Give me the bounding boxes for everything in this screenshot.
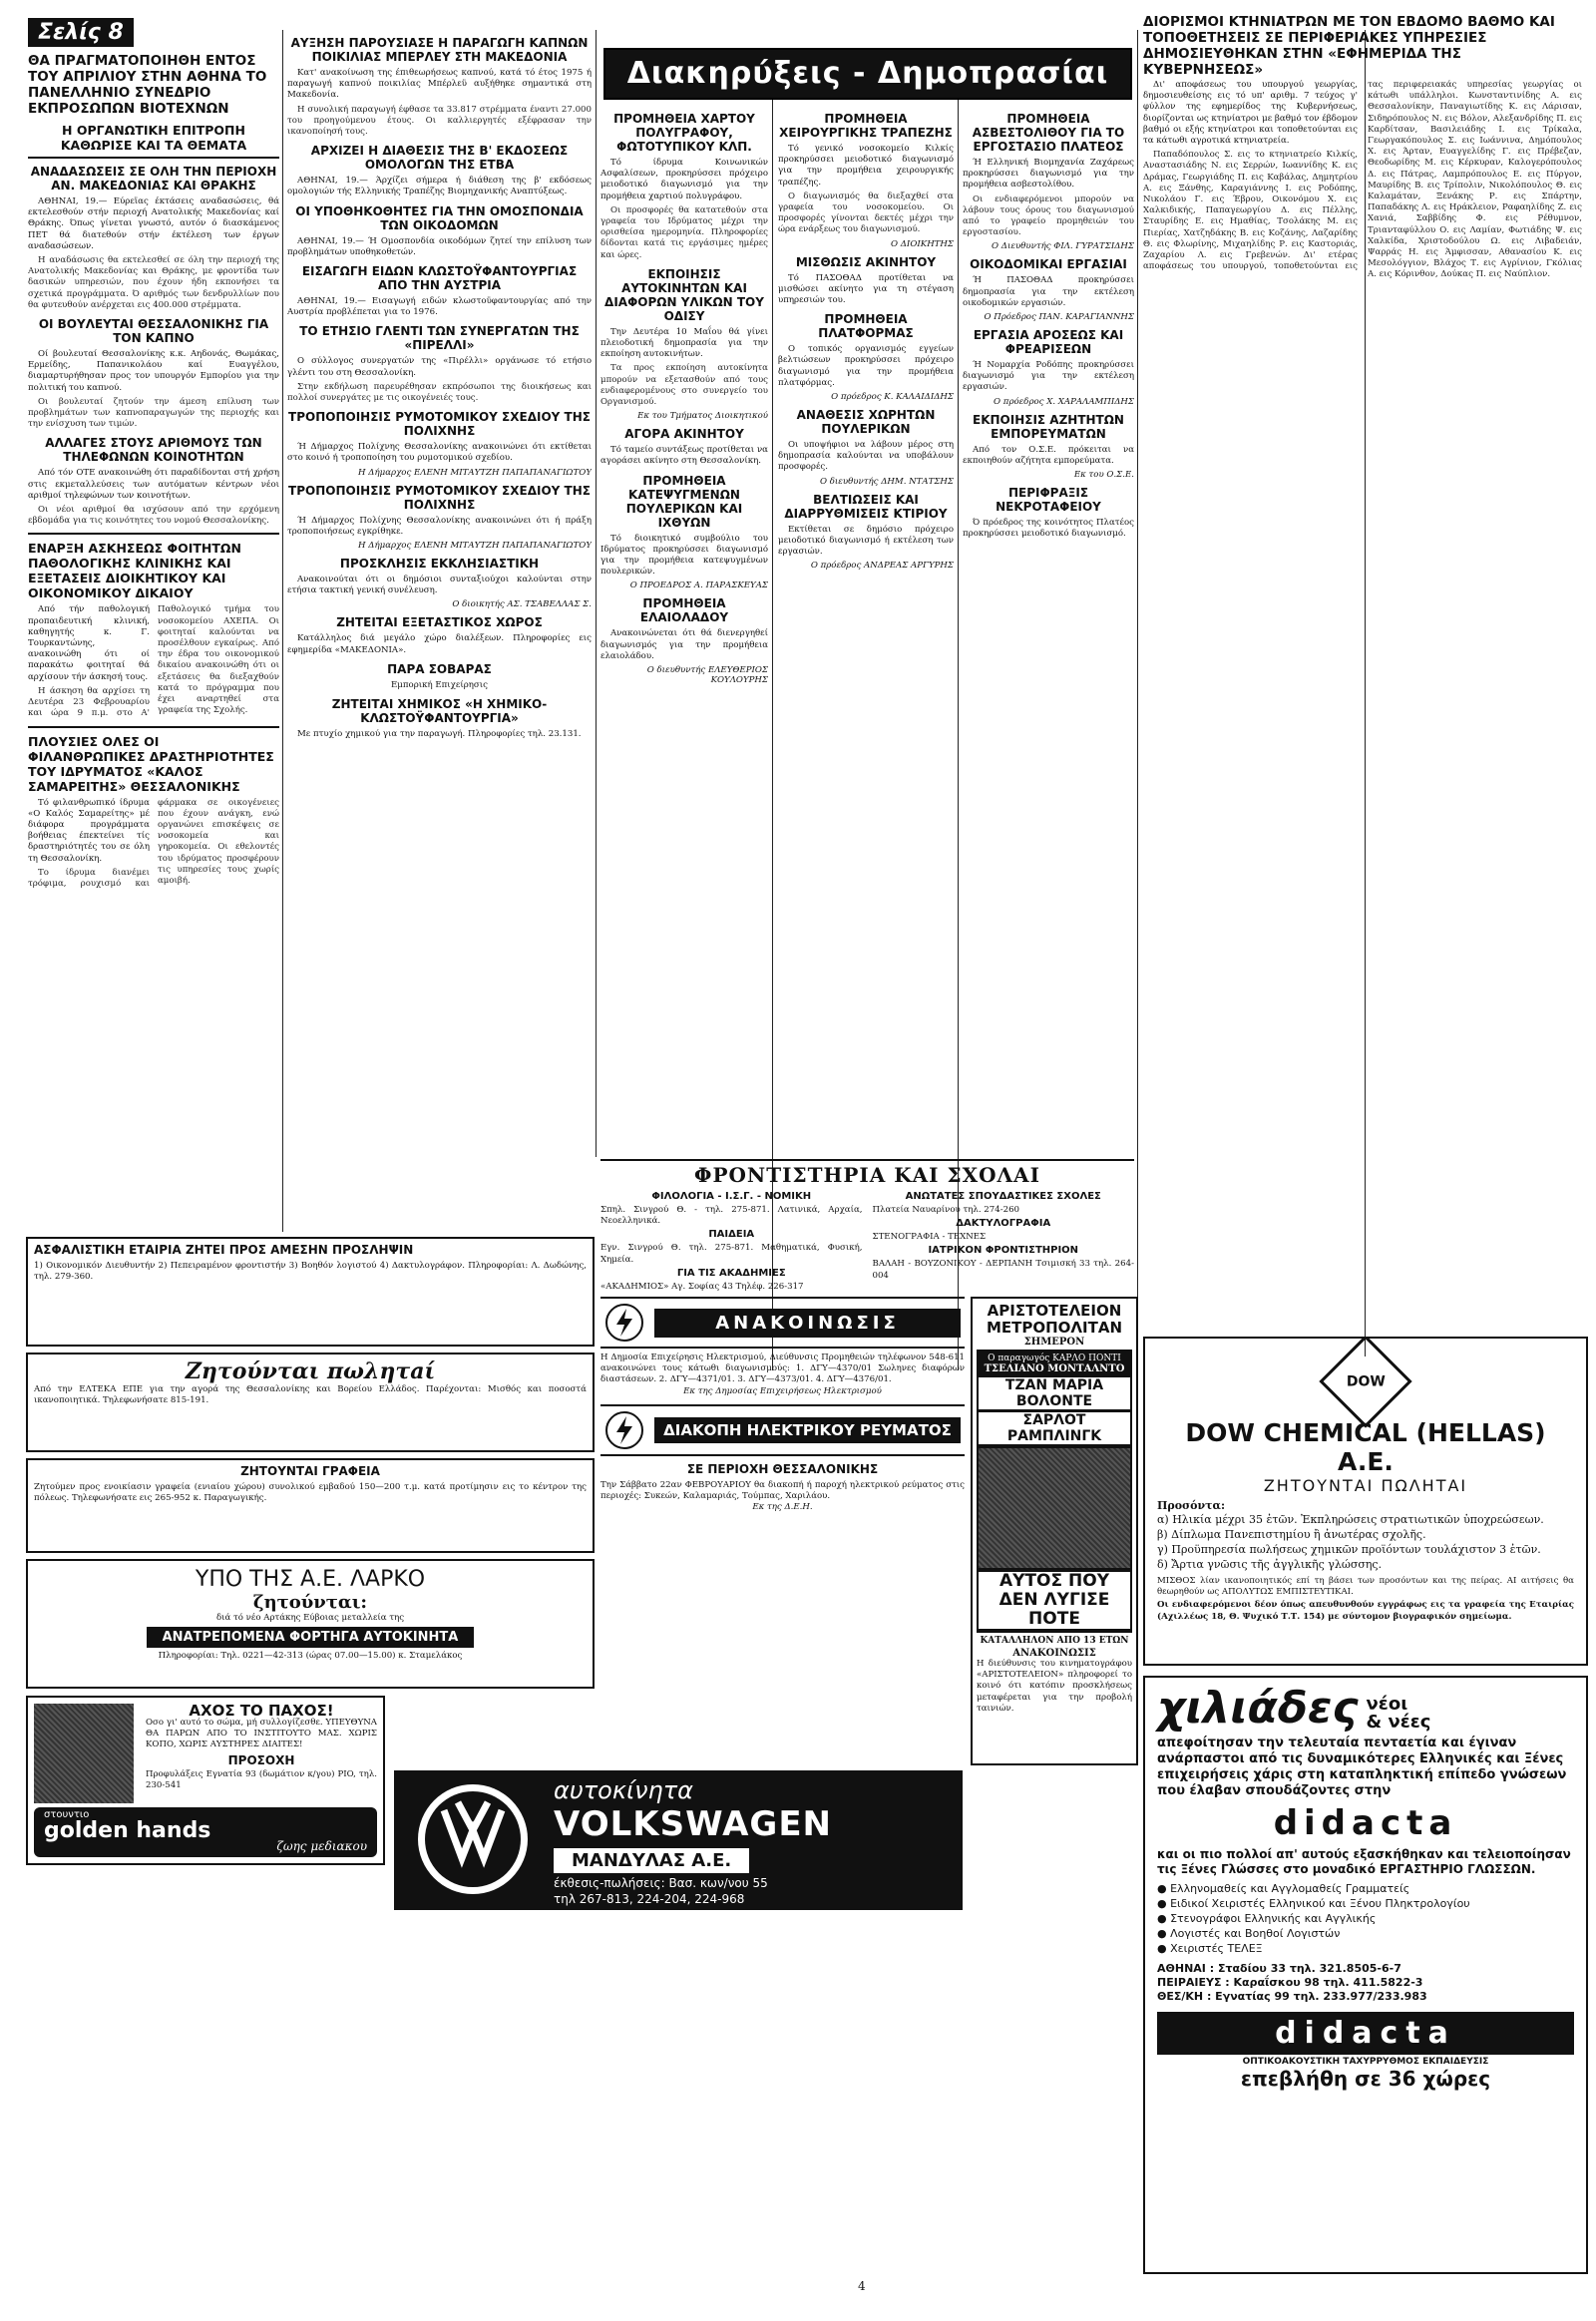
notice-headline: ΠΡΟΣΚΛΗΣΙΣ ΕΚΚΛΗΣΙΑΣΤΙΚΗ [339, 557, 540, 572]
didacta-course: ● Λογιστές και Βοηθοί Λογιστών [1157, 1927, 1341, 1940]
vw-telephone: τηλ 267-813, 224-204, 224-968 [554, 1892, 745, 1906]
golden-hands-footer: Προφυλάξεις Εγνατία 93 (δωμάτιον κ/γου) PIO, τηλ. 230-541 [146, 1768, 377, 1790]
cinema-film-title: ΑΥΤΟΣ ΠΟΥ ΔΕΝ ΛΥΓΙΣΕ ΠΟΤΕ [979, 1572, 1130, 1629]
tender-text: Ο τοπικός οργανισμός εγγείων βελτιώσεων προκηρύσσει πρόχειρο διαγωνισμό για την προμήθεια πλατφόρμας. [778, 344, 954, 388]
tender-headline: ΠΕΡΙΦΡΑΞΙΣ ΝΕΚΡΟΤΑΦΕΙΟΥ [996, 486, 1101, 515]
cinema-star-1: ΤΖΑΝ ΜΑΡΙΑ ΒΟΛΟΝΤΕ [979, 1377, 1130, 1409]
didacta-footer-subtitle: ΟΠΤΙΚΟΑΚΟΥΣΤΙΚΗ ΤΑΧΥΡΡΥΘΜΟΣ ΕΚΠΑΙΔΕΥΣΙΣ [1242, 2057, 1489, 2067]
article-text: Κατ' ανακοίνωση της έπιθεωρήσεως καπνού, κατά τό έτος 1975 ή παραγωγή καπνού ποικιλίας Μπέρλεϋ αυξήθηκε σημαντικά στη Μακεδονία. Η συνολική παραγωγή έφθασε τα 33.817 στρέμματα έναντι 27.000 του προηγούμενου έτους. Οι καλλιεργητές εξέφρασαν την ικανοποίησή τους. [287, 68, 592, 138]
tender-text: Ή Νομαρχία Ροδόπης προκηρύσσει διαγωνισμό για την εκτέλεση εργασιών. [963, 360, 1134, 393]
auctions-banner: Διακηρύξεις - Δημοπρασίαι [603, 48, 1132, 100]
tutoring-item-text: «ΑΚΑΔΗΜΙΟΣ» Αγ. Σοφίας 43 Τηλέφ. 226-317 [600, 1281, 804, 1292]
tender-text: Την Δευτέρα 10 Μαΐου θά γίνει πλειοδοτική δημοπρασία για την εκποίηση αυτοκινήτων. Τα προς εκποίηση αυτοκίνητα μπορούν να εξετασθούν από τους ενδιαφερομένους στο συνεργείο του Οργανισμού. [600, 326, 768, 408]
power-cut-subtitle: ΣΕ ΠΕΡΙΟΧΗ ΘΕΣΣΑΛΟΝΙΚΗΣ [686, 1461, 879, 1476]
notice-headline: ΤΡΟΠΟΠΟΙΗΣΙΣ ΡΥΜΟΤΟΜΙΚΟΥ ΣΧΕΔΙΟΥ ΤΗΣ ΠΟΛΙΧΝΗΣ [288, 410, 591, 439]
tender-headline: ΕΚΠΟΙΗΣΙΣ ΑΥΤΟΚΙΝΗΤΩΝ ΚΑΙ ΔΙΑΦΟΡΩΝ ΥΛΙΚΩΝ ΤΟΥ ΟΔΙΣΥ [604, 266, 764, 323]
didacta-brand: didacta [1273, 1803, 1458, 1843]
tender-signature: Ο διευθυντής ΕΛΕΥΘΕΡΙΟΣ ΚΟΥΛΟΥΡΗΣ [646, 665, 768, 686]
larko-ad-subtitle: ζητούνται: [252, 1592, 368, 1613]
lead-headline: ΘΑ ΠΡΑΓΜΑΤΟΠΟΙΗΘΗ ΕΝΤΟΣ ΤΟΥ ΑΠΡΙΛΙΟΥ ΣΤΗΝ ΑΘΗΝΑ ΤΟ ΠΑΝΕΛΛΗΝΙΟ ΣΥΝΕΔΡΙΟ ΕΚΠΡΟΣΩΠΩΝ ΒΙΟΤΕΧΝΩΝ [28, 53, 267, 117]
larko-ad-info: Πληροφορίαι: Τηλ. 0221—42-313 (ώρας 07.00—15.00) κ. Σταμελάκος [158, 1651, 463, 1662]
article-text: ΑΘΗΝΑΙ, 19.— Εύρεϊας έκτάσεις αναδασώσεις, θά εκτελεσθούν στήν περιοχή Ανατολικής Μακεδονίας καί Θράκης. Όπως γίνεται γνωστό, αυτόν ό διασκάμενος ΠΕΤ θά διατεθούν στήν έκτέλεση των έργων αναδασώσεων. Η αναδάσωσις θα εκτελεσθεί σε όλη την περιοχή της Ανατολικής Μακεδονίας και Θράκης, με φροντίδα των δασικών υπηρεσιών, που έχουν ήδη εκπονήσει τα σχετικά προγράμματα. Ό αριθμός των δενδρυλλίων που θα φυτευθούν ανέρχεται εις 400.000 στρέμματα. [28, 196, 279, 310]
lead-subheadline: Η ΟΡΓΑΝΩΤΙΚΗ ΕΠΙΤΡΟΠΗ ΚΑΘΩΡΙΣΕ ΚΑΙ ΤΑ ΘΕΜΑΤΑ [60, 123, 247, 153]
divider [28, 726, 279, 728]
vw-brand: VOLKSWAGEN [554, 1804, 832, 1844]
column-rule [596, 30, 597, 1157]
article-headline: ΟΙ ΥΠΟΘΗΚΟΘΗΤΕΣ ΓΙΑ ΤΗΝ ΟΜΟΣΠΟΝΔΙΑ ΤΩΝ ΟΙΚΟΔΟΜΩΝ [295, 203, 584, 232]
dow-requirements [1157, 1512, 1574, 1572]
golden-hands-text: Οσο γι' αυτό το σώμα, μή συλλογίζεσθε. ΥΠΕΥΘΥΝΑ ΘΑ ΠΑΡΩΝ ΑΠΟ ΤΟ ΙΝΣΤΙΤΟΥΤΟ ΜΑΣ. ΧΩΡΙΣ ΚΟΠΟ, ΧΩΡΙΣ ΑΥΣΤΗΡΕΣ ΔΙΑΙΤΕΣ! [146, 1718, 377, 1750]
dow-apply: Οι ενδιαφερόμενοι δέον όπως απευθυνθούν εγγράφως εις τα γραφεία της Εταιρίας (Αχιλλέως 18, Θ. Ψυχικό Τ.Τ. 154) με σύντομον βιογραφικόν σημείωμα. [1157, 1600, 1574, 1622]
offices-ad-headline: ΖΗΤΟΥΝΤΑΙ ΓΡΑΦΕΙΑ [240, 1464, 380, 1478]
tender-headline: ΠΡΟΜΗΘΕΙΑ ΧΑΡΤΟΥ ΠΟΛΥΓΡΑΦΟΥ, ΦΩΤΟΤΥΠΙΚΟΥ ΚΛΠ. [613, 112, 755, 154]
didacta-course: ● Χειριστές ΤΕΛΕΞ [1157, 1942, 1263, 1955]
column-2 [287, 30, 592, 1157]
dow-requirement: δ) Ἄρτια γνῶσις τῆς ἀγγλικῆς γλώσσης. [1157, 1558, 1383, 1571]
salesmen-ad [26, 1353, 595, 1452]
cinema-announcement-text: Η διεύθυνσις του κινηματογράφου «ΑΡΙΣΤΟΤΕΛΕΙΟΝ» πληροφορεί το κοινό ότι κατόπιν προσκλήσεως μεταφέρεται για την προβολή ταινιών. [977, 1659, 1132, 1714]
larko-ad-text: διά τό νέο Αρτάκης Εύβοιας μεταλλεία της [215, 1613, 405, 1623]
column-4 [778, 106, 954, 1158]
notice-text: Ή Δήμαρχος Πολίχνης Θεσσαλονίκης ανακοινώνει ότι εκτίθεται στο κοινό ή τροποποίηση του ρυμοτομικού σχεδίου. [287, 442, 592, 464]
didacta-big-word: χιλιάδες [1157, 1683, 1359, 1734]
dow-logo-text: DOW [1346, 1373, 1386, 1389]
ppc-announcement-text: Η Δημοσία Επιχείρησις Ηλεκτρισμού, Διεύθυνσις Προμηθειών τηλέφωνον 548-611 ανακοινώνει τους κάτωθι διαγωνισμούς: 1. ΔΓΥ—4370/01 Σωληνες διαφόρων διαστάσεων. 2. ΔΓΥ—4371/01. 3. ΔΓΥ—4373/01. 4. ΔΓΥ—4376/01. [600, 1353, 965, 1385]
article-headline: ΑΛΛΑΓΕΣ ΣΤΟΥΣ ΑΡΙΘΜΟΥΣ ΤΩΝ ΤΗΛΕΦΩΝΩΝ ΚΟΙΝΟΤΗΤΩΝ [45, 436, 262, 465]
ppc-section [600, 1297, 965, 1765]
article-text: Τό φιλανθρωπικό ίδρυμα «Ο Καλός Σαμαρείτης» μέ διάφορα προγράμματα βοήθειας έπεκτείνει τίς δραστηριότητές του σε όλη τη Θεσσαλονίκη. Το ίδρυμα διανέμει τρόφιμα, ρουχισμό και φάρμακα σε οικογένειες που έχουν ανάγκη, ενώ οργανώνει επισκέψεις σε νοσοκομεία και γηροκομεία. Οι εθελοντές του ιδρύματος προσφέρουν τις υπηρεσίες τους χωρίς αμοιβή. [28, 797, 279, 889]
vw-address: έκθεσις-πωλήσεις: Βασ. κων/νου 55 [554, 1876, 768, 1890]
tutoring-item-head: ΙΑΤΡΙΚΟΝ ΦΡΟΝΤΙΣΤΗΡΙΟΝ [928, 1245, 1079, 1257]
didacta-headline [1157, 1683, 1574, 1734]
tutoring-right [873, 1189, 1135, 1294]
tender-headline: ΠΡΟΜΗΘΕΙΑ ΧΕΙΡΟΥΡΓΙΚΗΣ ΤΡΑΠΕΖΗΣ [779, 112, 953, 140]
dow-subtitle: ΖΗΤΟΥΝΤΑΙ ΠΩΛΗΤΑΙ [1263, 1476, 1468, 1495]
ppc-announcement-signature: Εκ της Δημοσίας Επιχειρήσεως Ηλεκτρισμού [683, 1385, 882, 1396]
power-cut-header [600, 1404, 965, 1456]
studio-name: golden hands [44, 1818, 211, 1843]
article-headline: ΠΛΟΥΣΙΕΣ ΟΛΕΣ ΟΙ ΦΙΛΑΝΘΡΩΠΙΚΕΣ ΔΡΑΣΤΗΡΙΟΤΗΤΕΣ ΤΟΥ ΙΔΡΥΜΑΤΟΣ «ΚΑΛΟΣ ΣΑΜΑΡΕΙΤΗΣ» ΘΕΣΣΑΛΟΝΙΚΗΣ [28, 733, 274, 794]
cinema-poster [977, 1350, 1132, 1633]
article-text: ΑΘΗΝΑΙ, 19.— Άρχίζει σήμερα ή διάθεση της β' εκδόσεως ομολογιών τής Ελληνικής Τραπέζης Βιομηχανικής Αναπτύξεως. [287, 176, 592, 197]
larko-ad-box: ΑΝΑΤΡΕΠΟΜΕΝΑ ΦΟΡΤΗΓΑ ΑΥΤΟΚΙΝΗΤΑ [147, 1627, 475, 1648]
tender-text: Ή Ελληνική Βιομηχανία Ζαχάρεως προκηρύσσει διαγωνισμό για την προμήθεια ασβεστολίθου. Οι ενδιαφερόμενοι μπορούν να λάβουν τους όρους του διαγωνισμού από το γραφείο προμηθειών του εργοστασίου. [963, 158, 1134, 238]
power-cut-text: Την Σάββατο 22αν ΦΕΒΡΟΥΑΡΙΟΥ θα διακοπή ή παροχή ηλεκτρικού ρεύματος στις περιοχές: Συκεών, Καλαμαριάς, Τούμπας, Χαριλάου. [600, 1479, 965, 1501]
didacta-address: ΑΘΗΝΑΙ : Σταδίου 33 τηλ. 321.8505-6-7 [1157, 1962, 1401, 1975]
cinema-today: ΣΗΜΕΡΟΝ [1023, 1337, 1085, 1348]
dow-ad [1143, 1337, 1588, 1666]
ppc-announcement-header [600, 1297, 965, 1349]
tutoring-item-head: ΑΝΩΤΑΤΕΣ ΣΠΟΥΔΑΣΤΙΚΕΣ ΣΧΟΛΕΣ [905, 1191, 1101, 1202]
article-headline: ΕΝΑΡΞΗ ΑΣΚΗΣΕΩΣ ΦΟΙΤΗΤΩΝ ΠΑΘΟΛΟΓΙΚΗΣ ΚΛΙΝΙΚΗΣ ΚΑΙ ΕΞΕΤΑΣΕΙΣ ΔΙΟΙΚΗΤΙΚΟΥ ΚΑΙ ΟΙΚΟΝΟΜΙΚΟΥ ΔΙΚΑΙΟΥ [28, 541, 242, 601]
offices-ad [26, 1458, 595, 1553]
tender-signature: Ο Πρόεδρος ΠΑΝ. ΚΑΡΑΓΙΑΝΝΗΣ [984, 312, 1134, 323]
tutoring-item-head: ΦΙΛΟΛΟΓΙΑ - Ι.Σ.Γ. - ΝΟΜΙΚΗ [651, 1191, 812, 1202]
dow-logo-icon [1319, 1337, 1411, 1428]
tender-headline: ΜΙΣΘΩΣΙΣ ΑΚΙΝΗΤΟΥ [795, 254, 937, 269]
didacta-course: ● Ειδικοί Χειριστές Ελληνικού και Ξένου Πληκτρολογίου [1157, 1897, 1470, 1910]
cinema-photo [979, 1448, 1130, 1568]
article-headline: ΑΥΞΗΣΗ ΠΑΡΟΥΣΙΑΣΕ Η ΠΑΡΑΓΩΓΗ ΚΑΠΝΩΝ ΠΟΙΚΙΛΙΑΣ ΜΠΕΡΛΕΥ ΣΤΗ ΜΑΚΕΔΟΝΙΑ [290, 36, 589, 64]
dow-requirement: β) Δίπλωμα Πανεπιστημίου ἢ ἀνωτέρας σχολῆς. [1157, 1528, 1426, 1541]
tutoring-section [600, 1159, 1134, 1294]
didacta-footer-slogan: επεβλήθη σε 36 χώρες [1240, 2067, 1491, 2091]
tutoring-item-text: Πλατεία Ναυαρίνου τηλ. 274-260 [872, 1205, 1020, 1215]
didacta-young-people [1367, 1696, 1431, 1732]
tender-text: Τό διοικητικό συμβούλιο του Ιδρύματος προκηρύσσει διαγωνισμό για την προμήθεια κατεψυγμένων πουλερικών. [600, 533, 768, 578]
cinema-star-2: ΣΑΡΛΟΤ ΡΑΜΠΛΙΝΓΚ [979, 1412, 1130, 1444]
ppc-logo-icon [604, 1410, 644, 1450]
tutoring-item-text: ΒΑΛΑΗ - ΒΟΥΖΟΝΙΚΟΥ - ΔΕΡΠΑΝΗ Τσιμισκή 33 τηλ. 264-004 [872, 1259, 1134, 1281]
dow-logo-wrap [1157, 1349, 1574, 1414]
didacta-course: ● Στενογράφοι Ελληνικής και Αγγλικής [1157, 1912, 1377, 1925]
article-text: Από τήν παθολογική προπαιδευτική κλινική, καθηγητής κ. Γ. Τουρκαντώνης, ανακοινώθη ότι οί παρακάτω φοιτηταί θά αρχίσουν τήν άσκησή τους. Η άσκηση θα αρχίσει τη Δευτέρα 23 Φεβρουαρίου και ώρα 9 π.μ. στο Α' Παθολογικό τμήμα του νοσοκομείου ΑΧΕΠΑ. Οι φοιτηταί καλούνται να προσέλθουν εγκαίρως. Από την έδρα του οικονομικού δικαίου ανακοινώθη ότι οι εξετάσεις θα διεξαχθούν κατά το πρόγραμμα που έχει αναρτηθεί στα γραφεία της Σχολής. [28, 604, 279, 719]
classified-text: Εμπορική Επιχείρησις [391, 679, 488, 690]
salesmen-ad-text: Από την ΕΛΤΕΚΑ ΕΠΕ για την αγορά της Θεσσαλονίκης και Βορείου Ελλάδος. Παρέχονται: Μισθός και ποσοστά ικανοποιητικά. Τηλεφωνήσατε 815-191. [34, 1384, 587, 1406]
tutoring-item-text: ΣΤΕΝΟΓΡΑΦΙΑ - ΤΕΧΝΕΣ [872, 1232, 987, 1243]
insurance-ad [26, 1237, 595, 1347]
dow-requirement: α) Ηλικία μέχρι 35 ἐτῶν. Ἐκπληρώσεις στρατιωτικῶν ὑποχρεώσεων. [1157, 1513, 1544, 1526]
volkswagen-ad [394, 1770, 963, 1910]
tender-headline: ΟΙΚΟΔΟΜΙΚΑΙ ΕΡΓΑΣΙΑΙ [970, 257, 1127, 272]
tender-text: Ή ΠΑΣΟΘΑΔ προκηρύσσει δημοπρασία για την εκτέλεση οικοδομικών εργασιών. [963, 275, 1134, 308]
tender-text: Τό γενικό νοσοκομείο Κιλκίς προκηρύσσει μειοδοτικό διαγωνισμό για την προμήθεια χειρουργικής τραπέζης. Ο διαγωνισμός θα διεξαχθεί στα γραφεία του νοσοκομείου. Οι προσφορές γίνονται δεκτές μέχρι την ώρα ενάρξεως του διαγωνισμού. [778, 144, 954, 235]
didacta-addresses [1157, 1962, 1574, 2004]
tender-headline: ΕΚΠΟΙΗΣΙΣ ΑΖΗΤΗΤΩΝ ΕΜΠΟΡΕΥΜΑΤΩΝ [973, 412, 1124, 441]
tender-signature: Εκ του Τμήματος Διοικητικού [637, 411, 768, 422]
didacta-young-men: νέοι [1366, 1694, 1408, 1715]
larko-ad-title: ΥΠΟ ΤΗΣ Α.Ε. ΛΑΡΚΟ [195, 1567, 426, 1592]
tender-headline: ΑΝΑΘΕΣΙΣ ΧΩΡΗΤΩΝ ΠΟΥΛΕΡΙΚΩΝ [796, 408, 936, 437]
section-logo: Σελίς 8 [28, 18, 134, 47]
vets-article [1143, 80, 1582, 1327]
tutoring-title: ΦΡΟΝΤΙΣΤΗΡΙΑ ΚΑΙ ΣΧΟΛΑΙ [694, 1163, 1040, 1187]
divider [28, 157, 279, 159]
studio-subtitle: ζωης μεδιακου [276, 1839, 367, 1853]
studio-prefix: στουντιο [44, 1809, 90, 1820]
divider [600, 1159, 1134, 1161]
insurance-ad-headline: ΑΣΦΑΛΙΣΤΙΚΗ ΕΤΑΙΡΙΑ ΖΗΤΕΙ ΠΡΟΣ ΑΜΕΣΗΝ ΠΡΟΣΛΗΨΙΝ [34, 1243, 414, 1257]
didacta-address: ΠΕΙΡΑΙΕΥΣ : Καραΐσκου 98 τηλ. 411.5822-3 [1157, 1976, 1423, 1989]
power-cut-signature: Εκ της Δ.Ε.Η. [752, 1502, 813, 1513]
didacta-course: ● Ελληνομαθείς και Αγγλομαθείς Γραμματείς [1157, 1882, 1410, 1895]
salesmen-ad-headline: Ζητούνται πωλητaί [185, 1358, 436, 1384]
larko-ad [26, 1559, 595, 1689]
cinema-rating: ΚΑΤΑΛΛΗΛΟΝ ΑΠΟ 13 ΕΤΩΝ [980, 1636, 1129, 1646]
tender-headline: ΠΡΟΜΗΘΕΙΑ ΚΑΤΕΨΥΓΜΕΝΩΝ ΠΟΥΛΕΡΙΚΩΝ ΚΑΙ ΙΧΘΥΩΝ [625, 473, 743, 530]
tender-text: Ανακοινώνεται ότι θά διενεργηθεί διαγωνισμός για την προμήθεια ελαιολάδου. [600, 628, 768, 661]
article-text: Ο σύλλογος συνεργατών της «Πιρέλλι» οργάνωσε τό ετήσιο γλέντι του στη Θεσσαλονίκη. Στην εκδήλωση παρευρέθησαν εκπρόσωποι της διοικήσεως και πολλοί συνεργάτες με τις οικογένειές τους. [287, 356, 592, 404]
tender-signature: Ο ΔΙΟΙΚΗΤΗΣ [890, 238, 954, 249]
column-1 [28, 18, 279, 1235]
tender-signature: Ο ΠΡΟΕΔΡΟΣ Α. ΠΑΡΑΣΚΕΥΑΣ [629, 580, 768, 591]
article-headline: ΤΟ ΕΤΗΣΙΟ ΓΛΕΝΤΙ ΤΩΝ ΣΥΝΕΡΓΑΤΩΝ ΤΗΣ «ΠΙΡΕΛΛΙ» [299, 324, 580, 353]
tender-signature: Ο πρόεδρος ΑΝΔΡΕΑΣ ΑΡΓΥΡΗΣ [810, 561, 954, 572]
article-headline: ΕΙΣΑΓΩΓΗ ΕΙΔΩΝ ΚΛΩΣΤΟΫΦΑΝΤΟΥΡΓΙΑΣ ΑΠΟ ΤΗΝ ΑΥΣΤΡΙΑ [301, 264, 578, 293]
tutoring-item-text: Σπηλ. Σινγρού Θ. - τηλ. 275-871. Λατινικά, Αρχαία, Νεοελληνικά. [600, 1205, 863, 1227]
notice-signature: Ο διοικητής ΑΣ. ΤΣΑΒΕΛΛΑΣ Σ. [452, 599, 592, 610]
article-text: Από τόν ΟΤΕ ανακοινώθη ότι παραδίδονται στή χρήση στις εκμεταλλεύσεις των αυτόματων κέντρων νέοι αριθμοί τηλεφώνων των κοινοτήτων. Οι νέοι αριθμοί θα ισχύσουν από την ερχόμενη εβδομάδα για τις κοινότητες του νομού Θεσσαλονίκης. [28, 468, 279, 527]
cinema-director: ΤΣΕΛΙΑΝΟ ΜΟΝΤΑΛΝΤΟ [984, 1363, 1125, 1374]
tutoring-item-head: ΔΑΚΤΥΛΟΓΡΑΦΙΑ [956, 1218, 1051, 1230]
tender-signature: Ο πρόεδρος Κ. ΚΑΛΑΙΔΙΔΗΣ [831, 392, 954, 403]
tutoring-left [600, 1189, 863, 1294]
didacta-young-women: & νέες [1366, 1712, 1431, 1733]
cinema-ad [971, 1297, 1138, 1765]
tender-text: Οι υποψήφιοι να λάβουν μέρος στη δημοπρασία καλούνται να υποβάλουν προσφορές. [778, 440, 954, 473]
ppc-announcement-title: ΑΝΑΚΟΙΝΩΣΙΣ [654, 1309, 961, 1338]
didacta-address: ΘΕΣ/ΚΗ : Εγνατίας 99 τηλ. 233.977/233.983 [1157, 1990, 1427, 2003]
golden-hands-photo [34, 1704, 134, 1803]
tender-headline: ΑΓΟΡΑ ΑΚΙΝΗΤΟΥ [624, 427, 744, 442]
golden-hands-logo [34, 1807, 377, 1857]
tutoring-item-text: Εγν. Σινγρού Θ. τηλ. 275-871. Μαθηματικά, Φυσική, Χημεία. [600, 1243, 863, 1265]
tender-signature: Ο Διευθυντής ΦΙΛ. ΓΥΡΑΤΣΙΔΗΣ [992, 241, 1134, 252]
tender-signature: Ο πρόεδρος Χ. ΧΑΡΑΛΑΜΠΙΔΗΣ [994, 396, 1134, 407]
vw-dealer: ΜΑΝΔΥΛΑΣ Α.Ε. [554, 1848, 749, 1873]
notice-text: Ή Δήμαρχος Πολίχνης Θεσσαλονίκης ανακοινώνει ότι ή πράξη τροποποιήσεως εγκρίθηκε. [287, 515, 592, 537]
classified-headline: ΠΑΡΑ ΣΟΒΑΡΑΣ [387, 661, 492, 676]
tutoring-item-head: ΓΙΑ ΤΙΣ ΑΚΑΔΗΜΙΕΣ [676, 1267, 786, 1279]
tender-text: Εκτίθεται σε δημόσιο πρόχειρο μειοδοτικό διαγωνισμό ή εκτέλεση των εργασιών. [778, 524, 954, 558]
vets-headline: ΔΙΟΡΙΣΜΟΙ ΚΤΗΝΙΑΤΡΩΝ ΜΕ ΤΟΝ ΕΒΔΟΜΟ ΒΑΘΜΟ ΚΑΙ ΤΟΠΟΘΕΤΗΣΕΙΣ ΣΕ ΠΕΡΙΦΕΡΙΑΚΕΣ ΥΠΗΡΕΣΙΕΣ ΔΗΜΟΣΙΕΥΘΗΚΑΝ ΣΤΗΝ «ΕΦΗΜΕΡΙΔΑ ΤΗΣ ΚΥΒΕΡΝΗΣΕΩΣ» [1143, 14, 1555, 74]
tender-signature: Ο διευθυντής ΔΗΜ. ΝΤΑΤΣΗΣ [819, 476, 954, 487]
notice-headline: ΤΡΟΠΟΠΟΙΗΣΙΣ ΡΥΜΟΤΟΜΙΚΟΥ ΣΧΕΔΙΟΥ ΤΗΣ ΠΟΛΙΧΝΗΣ [288, 483, 591, 512]
didacta-ad [1143, 1676, 1588, 2274]
notice-text: Ανακοινούται ότι οι δημόσιοι συνταξιούχοι καλούνται στην ετήσια τακτική γενική συνέλευση. [287, 575, 592, 596]
article-text: Οί βουλευταί Θεσσαλονίκης κ.κ. Αηδονάς, Θωμάκας, Ερμείδης, Παπανικολάου καί Ευαγγέλου, διαμαρτυρήθησαν προς τον υπουργόν Εμπορίου για την πολιτική του καπνού. Οι βουλευταί ζητούν την άμεση επίλυση των προβλημάτων των καπνοπαραγωγών της περιοχής και την ενίσχυση των τιμών. [28, 349, 279, 430]
golden-hands-headline: ΑΧΟΣ ΤΟ ΠΑΧΟΣ! [189, 1702, 334, 1720]
vw-logo-icon [414, 1780, 532, 1898]
tender-headline: ΠΡΟΜΗΘΕΙΑ ΕΛΑΙΟΛΑΔΟΥ [639, 596, 729, 625]
dow-title: DOW CHEMICAL (HELLAS) A.E. [1185, 1418, 1546, 1476]
classified-headline: ΖΗΤΕΙΤΑΙ ΧΗΜΙΚΟΣ «Η ΧΗΜΙΚΟ-ΚΛΩΣΤΟΫΦΑΝΤΟΥΡΓΙΑ» [331, 697, 548, 726]
column-rule [282, 30, 283, 1232]
cinema-producer: Ο παραγωγός ΚΑΡΛΟ ΠΟΝΤΙ [988, 1354, 1121, 1363]
divider [28, 533, 279, 535]
vets-headline-box [1143, 14, 1582, 74]
cinema-name: ΑΡΙΣΤΟΤΕΛΕΙΟΝ ΜΕΤΡΟΠΟΛΙΤΑΝ [986, 1302, 1123, 1337]
column-rule [1137, 30, 1138, 1356]
vw-prefix: αυτοκίνητα [554, 1776, 693, 1804]
article-headline: ΑΡΧΙΖΕΙ Η ΔΙΑΘΕΣΙΣ ΤΗΣ Β' ΕΚΔΟΣΕΩΣ ΟΜΟΛΟΓΩΝ ΤΗΣ ΕΤΒΑ [310, 144, 569, 173]
tutoring-item-head: ΠΑΙΔΕΙΑ [708, 1229, 755, 1241]
tender-text: Τό ΠΑΣΟΘΑΔ προτίθεται να μισθώσει ακίνητο για τη στέγαση υπηρεσιών του. [778, 272, 954, 306]
offices-ad-text: Ζητούμεν προς ενοικίασιν γραφεία (ενιαίου χώρου) συνολικού εμβαδού 150—200 τ.μ. κατά προτίμησιν εις το κέντρον της πόλεως. Τηλεφωνήσατε εις 265-952 κ. Παραγωγικής. [34, 1482, 587, 1504]
power-cut-title: ΔΙΑΚΟΠΗ ΗΛΕΚΤΡΙΚΟΥ ΡΕΥΜΑΤΟΣ [654, 1417, 961, 1443]
article-headline: ΑΝΑΔΑΣΩΣΕΙΣ ΣΕ ΟΛΗ ΤΗΝ ΠΕΡΙΟΧΗ ΑΝ. ΜΑΚΕΔΟΝΙΑΣ ΚΑΙ ΘΡΑΚΗΣ [30, 165, 277, 193]
dow-requirement: γ) Προϋπηρεσία πωλήσεως χημικῶν προϊόντων τουλάχιστον 3 ἐτῶν. [1157, 1543, 1541, 1556]
article-text: ΑΘΗΝΑΙ, 19.— Ή Ομοσπονδία οικοδόμων ζητεί την επίλυση των προβλημάτων υποθηκοθετών. [287, 235, 592, 257]
didacta-paragraph-2: και οι πιο πολλοί απ' αυτούς εξασκήθηκαν και τελειοποίησαν τις Ξένες Γλώσσες στο μοναδικό ΕΡΓΑΣΤΗΡΙΟ ΓΛΩΣΣΩΝ. [1157, 1847, 1571, 1876]
didacta-courses [1157, 1881, 1574, 1956]
insurance-ad-text: 1) Οικονομικόν Διευθυντήν 2) Πεπειραμένον φροντιστήν 3) Βοηθόν λογιστού 4) Δακτυλογράφον. Πληροφορίαι: Λ. Δωδώνης, τηλ. 279-360. [34, 1261, 587, 1283]
golden-hands-notice: ΠΡΟΣΟΧΗ [227, 1752, 295, 1767]
tender-headline: ΒΕΛΤΙΩΣΕΙΣ ΚΑΙ ΔΙΑΡΡΥΘΜΙΣΕΙΣ ΚΤΙΡΙΟΥ [784, 492, 948, 521]
golden-hands-ad [26, 1696, 385, 1865]
notice-signature: Η Δήμαρχος ΕΛΕΝΗ ΜΙΤΑΥΤΖΗ ΠΑΠΑΠΑΝΑΓΙΩΤΟΥ [358, 467, 592, 478]
didacta-paragraph-1: απεφοίτησαν την τελευταία πενταετία και έγιναν ανάρπαστοι από τις δυναμικότερες Ελληνικές και Ξένες επιχειρήσεις χάρις στη καταπληκτική επίπεδο γνώσεων που έλαβαν σπουδάζοντες στην [1157, 1736, 1567, 1798]
didacta-footer-brand: didacta [1157, 2012, 1574, 2055]
dow-requirements-head: Προσόντα: [1157, 1499, 1226, 1512]
classified-text: Κατάλληλος διά μεγάλο χώρο διαλέξεων. Πληροφορίες εις εφημερίδα «ΜΑΚΕΔΟΝΙΑ». [287, 633, 592, 655]
column-3 [600, 106, 768, 1158]
tender-text: Τό ίδρυμα Κοινωνικών Ασφαλίσεων, προκηρύσσει πρόχειρο μειοδοτικό διαγωνισμό για την προμήθεια χαρτιού πολυγράφου. Οι προσφορές θα κατατεθούν στα γραφεία του Ιδρύματος μέχρι την ορισθείσα ημερομηνία. Πληροφορίες δίδονται κατά τις εργάσιμες ημέρες και ώρες. [600, 158, 768, 260]
notice-signature: Η Δήμαρχος ΕΛΕΝΗ ΜΙΤΑΥΤΖΗ ΠΑΠΑΠΑΝΑΓΙΩΤΟΥ [358, 541, 592, 552]
article-headline: ΟΙ ΒΟΥΛΕΥΤΑΙ ΘΕΣΣΑΛΟΝΙΚΗΣ ΓΙΑ ΤΟΝ ΚΑΠΝΟ [38, 317, 269, 346]
classified-text: Με πτυχίο χημικού για την παραγωγή. Πληροφορίες τηλ. 23.131. [297, 729, 582, 740]
ppc-logo-icon [604, 1303, 644, 1343]
tender-text: Από τον Ο.Σ.Ε. πρόκειται να εκποιηθούν αζήτητα εμπορεύματα. [963, 444, 1134, 466]
vets-text: Δι' αποφάσεως του υπουργού γεωργίας, δημοσιευθείσης εις τό υπ' αριθμ. 7 τεύχος γ' φύλλον της εφημερίδος της Κυβερνήσεως, διορίζονται ως κτηνίατροι με βαθμό τον έβδομον βαθμό οι εξής κτηνίατροι και τοποθετούνται εις τα κάτωθι αγροτικά κτηνιατρεία. Παπαδόπουλος Σ. εις το κτηνιατρείο Κιλκίς, Αναστασιάδης Ν. εις Σερρών, Ιωαννίδης Κ. εις Δράμας, Γεωργιάδης Π. εις Καβάλας, Δημητρίου Α. εις Ξάνθης, Καραγιάννης Ι. εις Ροδόπης, Νικολάου Γ. εις Έβρου, Οικονόμου Χ. εις Χαλκιδικής, Παπαγεωργίου Δ. εις Πέλλης, Σταυρίδης Ε. εις Ημαθίας, Τσολάκης Μ. εις Πιερίας, Χατζηδάκης Β. εις Κοζάνης, Λαζαρίδης Θ. εις Φλωρίνης, Μιχαηλίδης Ρ. εις Καστοριάς, Ζαχαρίου Λ. εις Γρεβενών. Δι' ετέρας αποφάσεως του υπουργού, τοποθετούνται εις τας περιφερειακάς υπηρεσίας γεωργίας οι κάτωθι υπάλληλοι. Κωνσταντινίδης Α. εις Θεσσαλονίκην, Παναγιωτίδης Κ. εις Λάρισαν, Σιδηρόπουλος Ν. εις Βόλον, Αλεξανδρίδης Π. εις Καρδίτσαν, Βασιλειάδης Ι. εις Τρίκαλα, Γεωργακόπουλος Σ. εις Ιωάννινα, Δημόπουλος Χ. εις Άρταν, Ευαγγελίδης Γ. εις Πρέβεζαν, Θεοδωρίδης Μ. εις Κέρκυραν, Καλογερόπουλος Δ. εις Πάτρας, Λαμπρόπουλος Ε. εις Πύργον, Μαυρίδης Β. εις Τρίπολιν, Νικολόπουλος Θ. εις Καλαμάταν, Ξενάκης Ρ. εις Σπάρτην, Παπαδάκης Λ. εις Ηράκλειον, Ραφαηλίδης Ζ. εις Χανιά, Σαββίδης Φ. εις Ρέθυμνον, Τριανταφύλλου Ο. εις Λαμίαν, Φωτιάδης Ψ. εις Χαλκίδα, Χριστοδούλου Ω. εις Λιβαδειάν, Ψαρράς Η. εις Άμφισσαν, Αθανασίου Κ. εις Μεσολόγγιον, Βλάχος Τ. εις Αγρίνιον, Γκόλιας Α. εις Κόρινθον, Δούκας Π. εις Ναύπλιον. [1143, 80, 1582, 280]
page-number: 4 [858, 2279, 866, 2293]
tender-headline: ΠΡΟΜΗΘΕΙΑ ΠΛΑΤΦΟΡΜΑΣ [818, 312, 914, 341]
tender-text: Τό ταμείο συντάξεως προτίθεται να αγοράσει ακίνητο στη Θεσσαλονίκη. [600, 445, 768, 467]
tender-headline: ΠΡΟΜΗΘΕΙΑ ΑΣΒΕΣΤΟΛΙΘΟΥ ΓΙΑ ΤΟ ΕΡΓΟΣΤΑΣΙΟ ΠΛΑΤΕΟΣ [972, 112, 1125, 154]
dow-salary: ΜΙΣΘΟΣ λίαν ικανοποιητικός επί τη βάσει των προσόντων και της πείρας. ΑΙ αιτήσεις θα θεωρηθούν ως ΑΠΟΛΥΤΩΣ ΕΜΠΙΣΤΕΥΤΙΚΑΙ. [1157, 1576, 1574, 1598]
cinema-announcement-title: ΑΝΑΚΟΙΝΩΣΙΣ [1012, 1648, 1096, 1659]
tender-signature: Εκ του Ο.Σ.Ε. [1073, 470, 1134, 481]
tender-text: Ό πρόεδρος της κοινότητος Πλατέος προκηρύσσει μειοδοτικό διαγωνισμό. [963, 518, 1134, 540]
classified-headline: ΖΗΤΕΙΤΑΙ ΕΞΕΤΑΣΤΙΚΟΣ ΧΩΡΟΣ [336, 615, 543, 630]
article-text: ΑΘΗΝΑΙ, 19.— Εισαγωγή ειδών κλωστοϋφαντουργίας από την Αυστρία προβλέπεται για το 1976. [287, 296, 592, 318]
tender-headline: ΕΡΓΑΣΙΑ ΑΡΟΣΕΩΣ ΚΑΙ ΦΡΕΑΡΙΣΕΩΝ [973, 328, 1124, 357]
